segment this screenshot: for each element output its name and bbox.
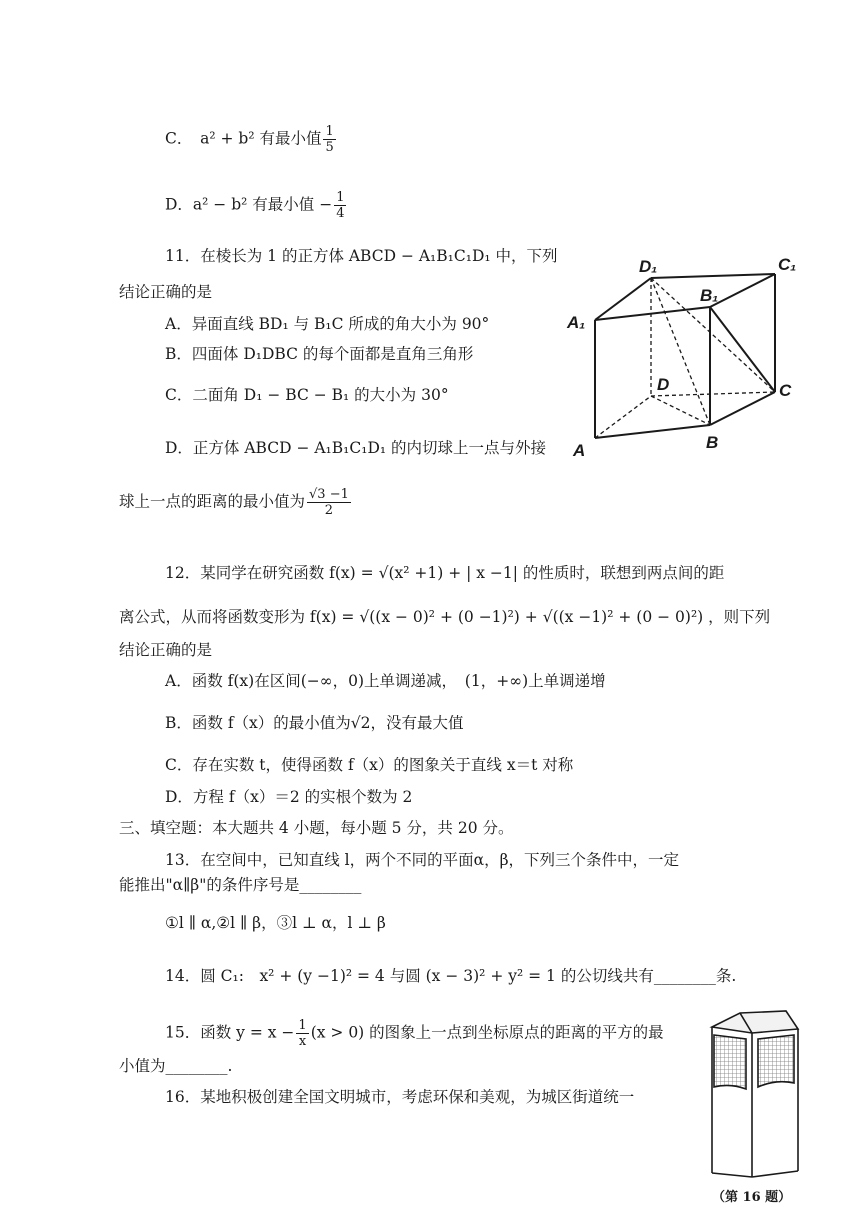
label-b: B (706, 433, 719, 452)
edge-d1-c1 (651, 274, 775, 278)
fraction-one-fourth: $\frac{1}{4}$ (336, 190, 345, 221)
edge-a-b (595, 425, 710, 438)
q13-stem-line2: 能推出"α∥β"的条件序号是________ (119, 876, 362, 894)
bin-bottom-right (752, 1171, 798, 1177)
q16-stem-line1: 16．某地积极创建全国文明城市，考虑环保和美观，为城区街道统一 (165, 1088, 635, 1106)
q15-stem-line1: 15．函数 y = x − $\frac{1}{x}$ (x > 0) 的图象上一点到坐标原点的距离的平方的最 (165, 1018, 664, 1049)
q15-stem-line2: 小值为________. (119, 1057, 233, 1075)
label-b1: B₁ (700, 286, 719, 305)
segment-d-b (651, 396, 710, 425)
label-d1: D₁ (639, 257, 658, 276)
q11-option-c: C．二面角 D₁ − BC − B₁ 的大小为 30° (165, 386, 449, 404)
edge-a1-b1 (595, 307, 710, 320)
q12-option-c: C．存在实数 t，使得函数 f（x）的图象关于直线 x＝t 对称 (165, 756, 574, 774)
q12-option-d: D．方程 f（x）＝2 的实根个数为 2 (165, 788, 413, 806)
q11-option-d-cont: 球上一点的距离的最小值为 $\frac{√3 -1}{2}$ (119, 487, 349, 518)
label-a: A (573, 441, 586, 460)
option-10d: D．a² − b² 有最小值 − $\frac{1}{4}$ (165, 190, 345, 221)
segment-b1-c (710, 307, 775, 392)
q12-option-a: A．函数 f(x)在区间(−∞，0)上单调递减， (1，+∞)上单调递增 (165, 672, 606, 690)
label-c: C (779, 381, 792, 400)
trash-bin-figure (700, 1005, 810, 1210)
label-c1: C₁ (778, 255, 797, 274)
q12-stem-line1: 12．某同学在研究函数 f(x) = √(x² +1) + | x −1| 的性质时，联想到两点间的距 (165, 564, 725, 582)
q11-stem-line1: 11．在棱长为 1 的正方体 ABCD − A₁B₁C₁D₁ 中，下列 (165, 247, 558, 265)
edge-d-c (651, 392, 775, 396)
q13-conditions: ①l ∥ α,②l ∥ β，③l ⊥ α，l ⊥ β (165, 914, 386, 932)
q11-option-a: A．异面直线 BD₁ 与 B₁C 所成的角大小为 90° (165, 315, 490, 333)
q13-stem-line1: 13．在空间中，已知直线 l，两个不同的平面α，β，下列三个条件中，一定 (165, 851, 680, 869)
fraction-one-over-x: $\frac{1}{x}$ (298, 1018, 307, 1049)
q12-option-b: B．函数 f（x）的最小值为√2，没有最大值 (165, 714, 464, 732)
q14-stem: 14．圆 C₁: x² + (y −1)² = 4 与圆 (x − 3)² + y² = 1 的公切线共有________条. (165, 967, 737, 985)
bin-top-face (712, 1011, 798, 1033)
section-3-heading: 三、填空题：本大题共 4 小题，每小题 5 分，共 20 分。 (119, 819, 514, 837)
label-a1: A₁ (567, 313, 586, 332)
q11-option-d: D．正方体 ABCD − A₁B₁C₁D₁ 的内切球上一点与外接 (165, 439, 547, 457)
fraction-sqrt3-minus1-over2: $\frac{√3 -1}{2}$ (309, 487, 349, 518)
bin-opening-left (714, 1035, 746, 1089)
edge-b1-c1 (710, 274, 775, 307)
q11-stem-line2: 结论正确的是 (119, 283, 213, 301)
edge-b-c (710, 392, 775, 425)
bin-bottom-left (712, 1173, 752, 1177)
cube-figure (565, 250, 810, 460)
q12-stem-line2: 离公式，从而将函数变形为 f(x) = √((x − 0)² + (0 −1)²) + √((x −1)² + (0 − 0)²) ，则下列 (119, 608, 771, 626)
label-d: D (657, 375, 670, 394)
q12-stem-line3: 结论正确的是 (119, 641, 213, 659)
q11-option-b: B．四面体 D₁DBC 的每个面都是直角三角形 (165, 345, 474, 363)
fraction-one-fifth: $\frac{1}{5}$ (325, 124, 334, 155)
option-10c: C． a² + b² 有最小值 $\frac{1}{5}$ (165, 124, 334, 155)
bin-opening-right (758, 1035, 794, 1087)
figure-16-caption: （第 16 题） (712, 1190, 792, 1205)
